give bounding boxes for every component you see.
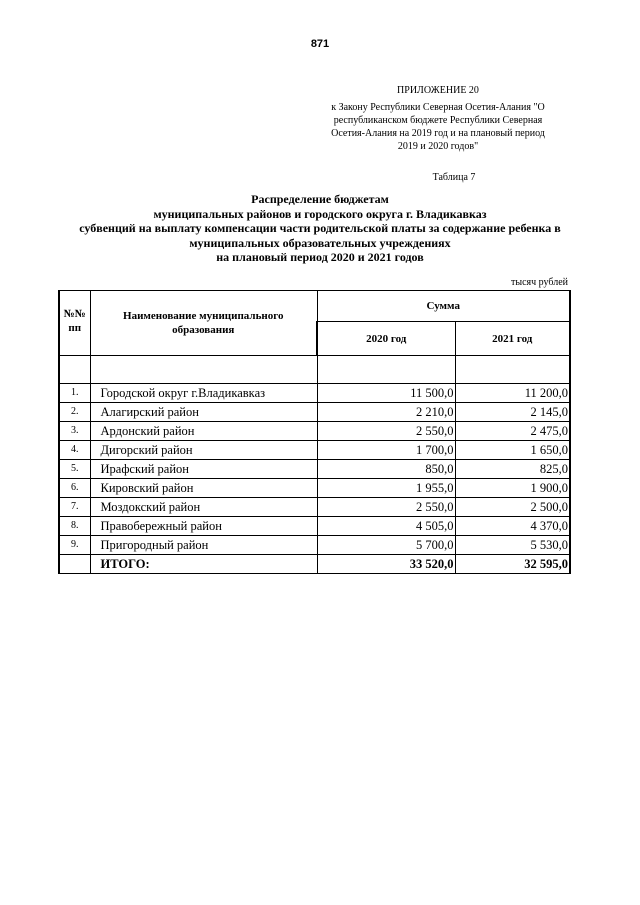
header-number-line2: пп [68, 322, 82, 334]
table-row [59, 441, 570, 460]
table-row [59, 517, 570, 536]
spacer-cell [317, 356, 455, 384]
row-value-2020: 2 210,0 [317, 403, 455, 422]
table-row [59, 384, 570, 403]
row-value-2021: 5 530,0 [455, 536, 570, 555]
table-row [59, 403, 570, 422]
row-name: Правобережный район [90, 517, 317, 536]
row-name: Кировский район [90, 479, 317, 498]
row-value-2021: 2 475,0 [455, 422, 570, 441]
header-sum: Сумма [317, 291, 570, 322]
row-value-2021: 1 900,0 [455, 479, 570, 498]
title-line: муниципальных районов и городского округа г. Владикавказ [153, 206, 487, 221]
row-value-2020: 11 500,0 [317, 384, 455, 403]
row-value-2021: 2 500,0 [455, 498, 570, 517]
row-number: 8. [59, 517, 90, 536]
row-name: Моздокский район [90, 498, 317, 517]
header-number-line1: №№ [63, 308, 86, 320]
table-row [59, 498, 570, 517]
row-value-2020: 2 550,0 [317, 498, 455, 517]
table-row [59, 479, 570, 498]
spacer-cell [59, 356, 90, 384]
title-line: муниципальных образовательных учреждениях [189, 235, 451, 250]
row-name: Ардонский район [90, 422, 317, 441]
header-name-line2: образования [172, 324, 235, 336]
table-row [59, 536, 570, 555]
row-value-2020: 1 955,0 [317, 479, 455, 498]
title-line: на плановый период 2020 и 2021 годов [216, 250, 424, 265]
appendix-label: ПРИЛОЖЕНИЕ 20 [397, 85, 479, 96]
appendix-line: к Закону Республики Северная Осетия-Алания "О [331, 102, 545, 113]
spacer-row [59, 356, 570, 384]
appendix-line: 2019 и 2020 годов" [397, 141, 479, 152]
header-row [59, 291, 570, 322]
row-name: Дигорский район [90, 441, 317, 460]
row-value-2020: 1 700,0 [317, 441, 455, 460]
row-value-2020: 2 550,0 [317, 422, 455, 441]
row-name: Алагирский район [90, 403, 317, 422]
title-line: Распределение бюджетам [251, 192, 389, 206]
appendix-line: республиканском бюджете Республики Северная [333, 115, 543, 126]
spacer-cell [90, 356, 317, 384]
total-label: ИТОГО: [90, 555, 317, 574]
total-row [59, 555, 570, 574]
row-value-2021: 11 200,0 [455, 384, 570, 403]
row-value-2020: 5 700,0 [317, 536, 455, 555]
row-name: Пригородный район [90, 536, 317, 555]
header-name-line1: Наименование муниципального [123, 310, 284, 322]
row-number: 7. [59, 498, 90, 517]
table-row [59, 422, 570, 441]
row-number: 6. [59, 479, 90, 498]
header-name [90, 291, 317, 356]
distribution-table [58, 290, 571, 574]
page-number: 871 [310, 38, 330, 50]
row-value-2021: 1 650,0 [455, 441, 570, 460]
row-name: Городской округ г.Владикавказ [90, 384, 317, 403]
spacer-cell [455, 356, 570, 384]
header-year-2020: 2020 год [317, 322, 455, 356]
row-value-2021: 2 145,0 [455, 403, 570, 422]
header-year-2021: 2021 год [455, 322, 570, 356]
document-title [40, 192, 600, 265]
row-number: 5. [59, 460, 90, 479]
row-value-2021: 825,0 [455, 460, 570, 479]
row-number: 4. [59, 441, 90, 460]
row-value-2020: 850,0 [317, 460, 455, 479]
row-number: 3. [59, 422, 90, 441]
units-label: тысяч рублей [510, 277, 568, 288]
table-row [59, 460, 570, 479]
row-name: Ирафский район [90, 460, 317, 479]
total-value-2020: 33 520,0 [317, 555, 455, 574]
row-value-2020: 4 505,0 [317, 517, 455, 536]
row-number: 2. [59, 403, 90, 422]
appendix-line: Осетия-Алания на 2019 год и на плановый период [331, 128, 545, 139]
table-number: Таблица 7 [432, 172, 476, 183]
row-value-2021: 4 370,0 [455, 517, 570, 536]
row-number: 9. [59, 536, 90, 555]
header-number [59, 291, 90, 356]
appendix-block [318, 84, 558, 153]
total-number-cell [59, 555, 90, 574]
total-value-2021: 32 595,0 [455, 555, 570, 574]
row-number: 1. [59, 384, 90, 403]
title-line: субвенций на выплату компенсации части родительской платы за содержание ребенка в [79, 221, 561, 236]
